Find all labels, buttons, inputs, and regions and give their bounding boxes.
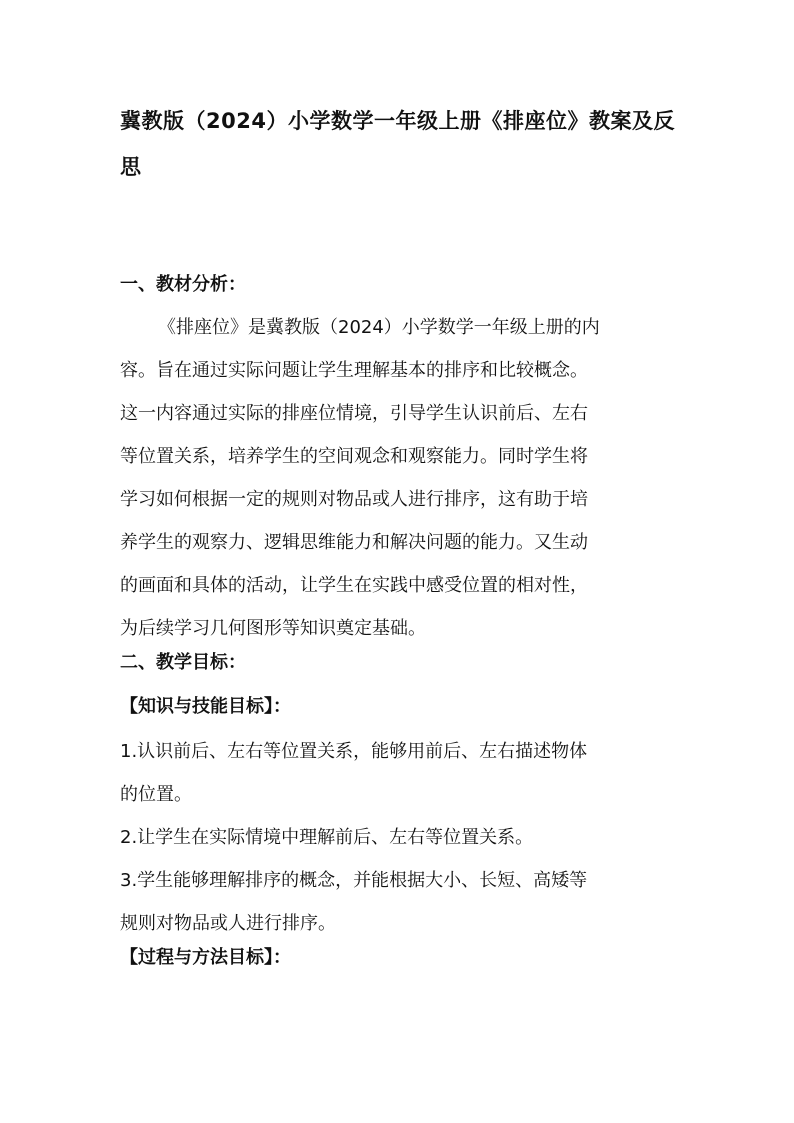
paragraph-line: 的画面和具体的活动，让学生在实践中感受位置的相对性， (120, 575, 588, 596)
list-item: 1.认识前后、左右等位置关系，能够用前后、左右描述物体 (120, 741, 588, 762)
list-item: 的位置。 (120, 784, 192, 805)
subheading-process-methods: 【过程与方法目标】： (120, 947, 291, 968)
paragraph-line: 为后续学习几何图形等知识奠定基础。 (120, 618, 426, 639)
list-item: 规则对物品或人进行排序。 (120, 913, 336, 934)
list-item: 2.让学生在实际情境中理解前后、左右等位置关系。 (120, 827, 534, 848)
paragraph-line: 这一内容通过实际的排座位情境，引导学生认识前后、左右 (120, 403, 588, 424)
document-title: 冀教版（2024）小学数学一年级上册《排座位》教案及反思 (120, 109, 675, 179)
subheading-knowledge-skills: 【知识与技能目标】： (120, 696, 291, 717)
section-heading-material-analysis: 一、教材分析： (120, 274, 246, 295)
paragraph-line: 等位置关系，培养学生的空间观念和观察能力。同时学生将 (120, 446, 588, 467)
list-item: 3.学生能够理解排序的概念，并能根据大小、长短、高矮等 (120, 870, 588, 891)
paragraph-line: 《排座位》是冀教版（2024）小学数学一年级上册的内 (158, 317, 600, 338)
paragraph-line: 学习如何根据一定的规则对物品或人进行排序，这有助于培 (120, 489, 588, 510)
paragraph-line: 养学生的观察力、逻辑思维能力和解决问题的能力。又生动 (120, 532, 588, 553)
paragraph-line: 容。旨在通过实际问题让学生理解基本的排序和比较概念。 (120, 360, 588, 381)
section-heading-teaching-goals: 二、教学目标： (120, 652, 246, 673)
